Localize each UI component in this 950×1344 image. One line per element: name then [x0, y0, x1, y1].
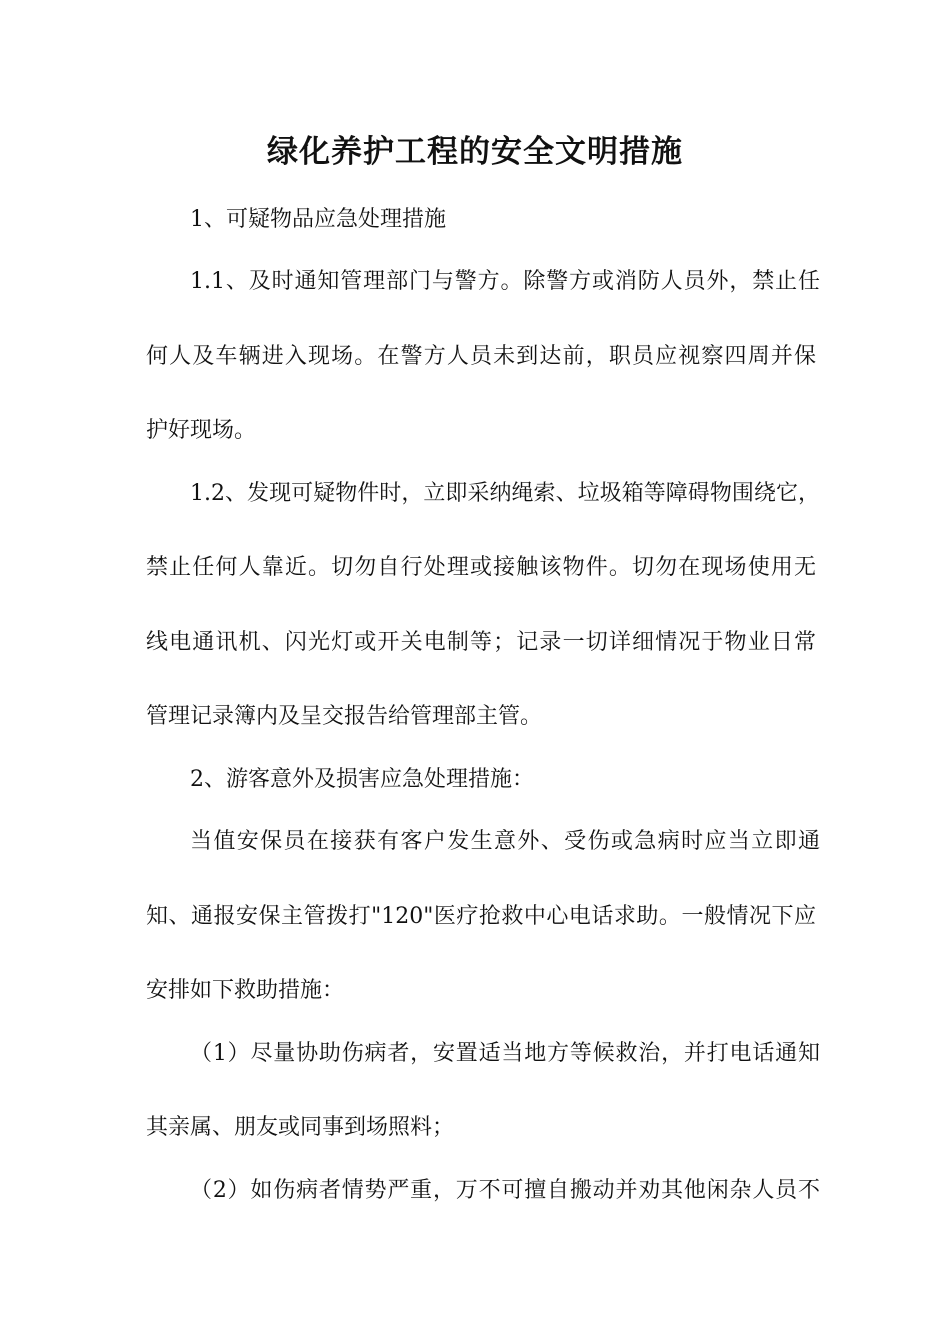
- list-item-line: 其亲属、朋友或同事到场照料；: [146, 1115, 455, 1140]
- paragraph-line: 管理记录簿内及呈交报告给管理部主管。: [146, 704, 543, 729]
- paragraph-line: 禁止任何人靠近。切勿自行处理或接触该物件。切勿在现场使用无: [146, 555, 816, 580]
- document-title: 绿化养护工程的安全文明措施: [267, 134, 683, 170]
- paragraph-line: 何人及车辆进入现场。在警方人员未到达前，职员应视察四周并保: [146, 344, 816, 369]
- paragraph-line: 当值安保员在接获有客户发生意外、受伤或急病时应当立即通: [190, 829, 820, 854]
- list-item-line: （2）如伤病者情势严重，万不可擅自搬动并劝其他闲杂人员不: [190, 1178, 820, 1203]
- paragraph-line: 1.2、发现可疑物件时，立即采纳绳索、垃圾箱等障碍物围绕它，: [190, 481, 820, 506]
- list-item-line: （1）尽量协助伤病者，安置适当地方等候救治，并打电话通知: [190, 1041, 820, 1066]
- section-heading-2: 2、游客意外及损害应急处理措施：: [190, 767, 534, 792]
- paragraph-line: 知、通报安保主管拨打"120"医疗抢救中心电话求助。一般情况下应: [146, 904, 816, 929]
- paragraph-line: 1.1、及时通知管理部门与警方。除警方或消防人员外，禁止任: [190, 269, 820, 294]
- paragraph-line: 安排如下救助措施：: [146, 978, 345, 1003]
- section-heading-1: 1、可疑物品应急处理措施: [190, 207, 446, 232]
- paragraph-line: 护好现场。: [146, 418, 257, 443]
- paragraph-line: 线电通讯机、闪光灯或开关电制等；记录一切详细情况于物业日常: [146, 630, 816, 655]
